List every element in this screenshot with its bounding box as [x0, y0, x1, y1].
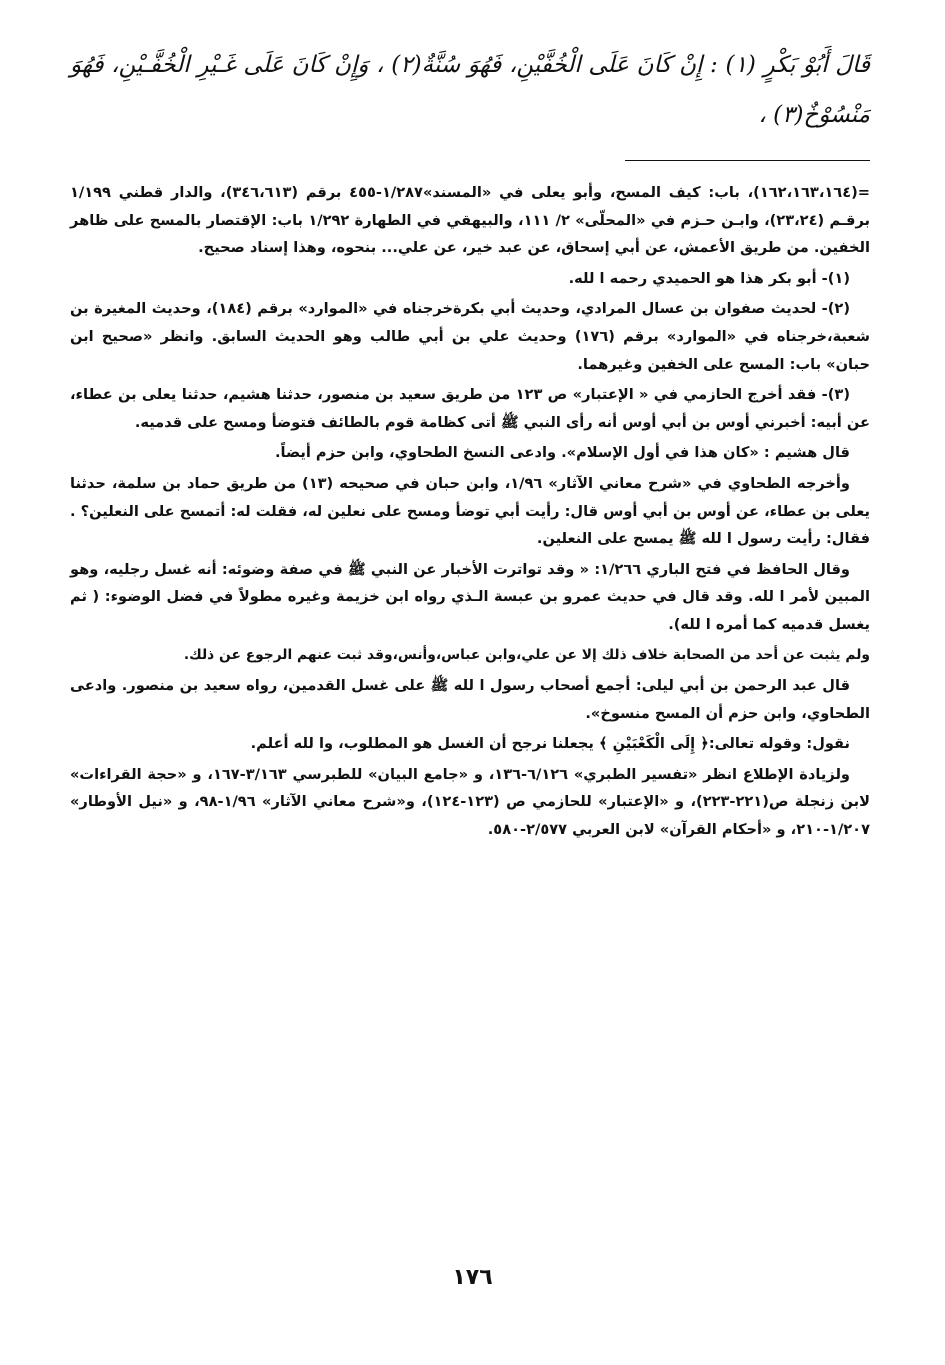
- footnote-3-hafiz: وقال الحافظ في فتح الباري ١/٢٦٦: « وقد تواترت الأخبار عن النبي ﷺ في صفة وضوئه: أنه غسل رجليه، وهو المبين لأمر ا لله. وقد قال في حديث عمرو بن عبسة الـذي رواه ابن خزيمة وغيره مطولاً في فضل الوضوء: ( ثم يغسل قدميه كما أمره ا لله).: [70, 560, 870, 633]
- page-content: [70, 40, 870, 847]
- footnotes: [70, 179, 870, 844]
- footnote-3-hushaym: قال هشيم : «كان هذا في أول الإسلام». وادعى النسخ الطحاوي، وابن حزم أيضاً.: [274, 444, 850, 462]
- footnote-1: (١)- أبو بكر هذا هو الحميدي رحمه ا لله.: [568, 269, 850, 287]
- footnote-3-tahawi: وأخرجه الطحاوي في «شرح معاني الآثار» ١/٩٦، وابن حبان في صحيحه (١٣) من طريق حماد بن سلمة، حدثنا يعلى بن عطاء، عن أوس بن أبي أوس قال: رأيت أبي توضأ ومسح على نعلين له، فقلت له: أتمسح على النعلين؟ . فقال: رأيت رسول ا لله ﷺ يمسح على النعلين.: [70, 474, 870, 548]
- main-text: قَالَ أَبُوْ بَكْرٍ (١) : إِنْ كَانَ عَلَى الْخُفَّيْنِ، فَهُوَ سُنَّةٌ(٢) ، وَإِنْ كَانَ عَلَى غَـيْرِ الْخُفَّـيْنِ، فَهُوَ مَنْسُوْخٌ(٣) ،: [70, 52, 870, 128]
- footnote-3-sahaba: ولم يثبت عن أحد من الصحابة خلاف ذلك إلا عن علي،وابن عباس،وأنس،وقد ثبت عنهم الرجوع عن ذلك.: [183, 646, 870, 663]
- page-number: ١٧٦: [452, 1265, 493, 1290]
- footnote-divider: [625, 160, 870, 161]
- footnote-3-conclusion: نقول: وقوله تعالى:﴿ إِلَى الْكَعْبَيْنِ ﴾ يجعلنا نرجح أن الغسل هو المطلوب، وا لله أعلم.: [250, 735, 850, 753]
- footnote-continuation: =(١٦٢،١٦٣،١٦٤)، باب: كيف المسح، وأبو يعلى في «المسند»١/٢٨٧-٤٥٥ برقم (٣٤٦،٦١٣)، والدار قطني ١/١٩٩ برقـم (٢٣،٢٤)، وابـن حـزم في «المحلّى» ٢/ ١١١، والبيهقي في الطهارة ١/٢٩٢ باب: الإقتصار بالمسح على ظاهر الخفين. من طريق الأعمش، عن أبي إسحاق، عن عبد خير، عن علي... بنحوه، وهذا إسناد صحيح.: [70, 184, 871, 257]
- footnote-3: (٣)- فقد أخرج الحازمي في « الإعتبار» ص ١٢٣ من طريق سعيد بن منصور، حدثنا هشيم، حدثنا يعلى بن عطاء، عن أبيه: أخبرني أوس بن أبي أوس أنه رأى النبي ﷺ أتى كظامة قوم بالطائف فتوضأ ومسح على قدميه.: [70, 386, 870, 431]
- footnote-3-ibn-abi-layla: قال عبد الرحمن بن أبي ليلى: أجمع أصحاب رسول ا لله ﷺ على غسل القدمين، رواه سعيد بن منصور. وادعى الطحاوي، وابن حزم أن المسح منسوخ».: [70, 677, 870, 722]
- footnote-3-references: ولزيادة الإطلاع انظر «تفسير الطبري» ٦/١٢٦-١٣٦، و «جامع البيان» للطبرسي ٣/١٦٣-١٦٧، و «حجة القراءات» لابن زنجلة ص(٢٢١-٢٢٣)، و «الإعتبار» للحازمي ص (١٢٣-١٢٤)، و«شرح معاني الآثار» ١/٩٦-٩٨، و «نيل الأوطار» ١/٢٠٧-٢١٠، و «أحكام القرآن» لابن العربي ٢/٥٧٧-٥٨٠.: [70, 765, 870, 839]
- footnote-2: (٢)- لحديث صفوان بن عسال المرادي، وحديث أبي بكرةخرجناه في «الموارد» برقم (١٨٤)، وحديث المغيرة بن شعبة،خرجناه في «الموارد» برقم (١٧٦) وحديث علي بن أبي طالب وهو الحديث السابق. وانظر «صحيح ابن حبان» باب: المسح على الخفين وغيرهما.: [70, 300, 870, 373]
